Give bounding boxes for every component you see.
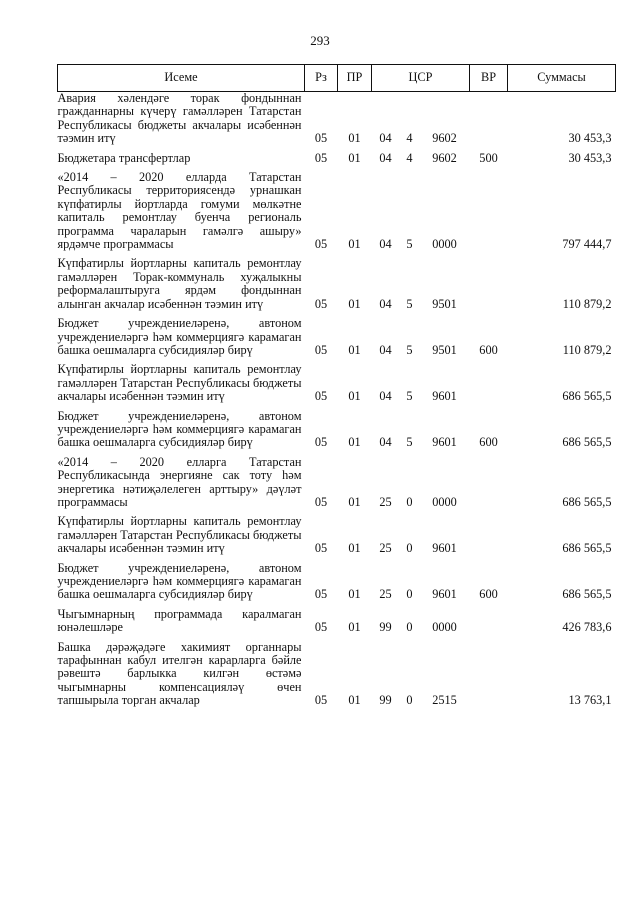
row-csr-part2: 0 — [406, 693, 413, 708]
row-name: Башка дәрәҗәдәге хакимият органнары тарафыннан кабул ителгән карарларга бәйле рәвештә барлыкка килгән өстәмә чыгымнарны компенсацияләү өчен тапшырыла торган акчалар — [57, 639, 302, 708]
table-row — [58, 92, 616, 146]
table-row — [58, 251, 616, 311]
row-csr-part3: 9602 — [432, 131, 457, 146]
row-csr-part1: 99 — [379, 693, 392, 708]
table-row — [58, 165, 616, 251]
row-sum: 686 565,5 — [562, 435, 612, 450]
row-csr-part2: 5 — [406, 237, 413, 252]
row-name: «2014 – 2020 елларга Татарстан Республикасында энергияне сак тоту һәм энергетика нәтиҗәлелеген арттыру» дәүләт программасы — [57, 454, 302, 509]
header-vr: ВР — [470, 65, 508, 92]
row-csr-part1: 99 — [379, 620, 392, 635]
row-rz: 05 — [314, 296, 328, 311]
header-pr: ПР — [338, 65, 372, 92]
row-rz: 05 — [314, 587, 328, 602]
row-csr-part1: 04 — [379, 131, 392, 146]
row-sum: 686 565,5 — [562, 494, 612, 509]
row-rz: 05 — [314, 237, 328, 252]
row-rz: 05 — [314, 131, 328, 146]
table-row — [58, 556, 616, 602]
row-csr-part3: 9602 — [432, 150, 457, 165]
row-vr — [470, 251, 508, 311]
table-row — [58, 404, 616, 450]
row-name: Бюджет учреждениеләренә, автоном учреждениеләргә һәм коммерциягә карамаган башка оешмаларга субсидияләр бирү — [57, 560, 302, 602]
row-rz: 05 — [314, 342, 328, 357]
row-name: Авария хәлендәге торак фондыннан гражданнарны күчерү гамәлләрен Татарстан Республикасы бюджеты акчалары исәбеннән тәэмин итү — [57, 91, 302, 146]
row-sum: 110 879,2 — [562, 296, 612, 311]
row-name: Күпфатирлы йортларны капиталь ремонтлау гамәлләрен Татарстан Республикасы бюджеты акчалары исәбеннән тәэмин итү — [57, 362, 302, 404]
row-vr — [470, 509, 508, 555]
row-csr-part3: 9601 — [432, 389, 457, 404]
row-rz: 05 — [314, 150, 328, 165]
row-vr: 600 — [479, 587, 498, 602]
row-csr-part2: 4 — [406, 150, 413, 165]
row-csr-part2: 0 — [406, 587, 413, 602]
row-csr-part3: 9601 — [432, 435, 457, 450]
row-vr — [470, 450, 508, 510]
row-csr-part1: 04 — [379, 296, 392, 311]
row-csr-part2: 5 — [406, 389, 413, 404]
row-name: Бюджет учреждениеләренә, автоном учреждениеләргә һәм коммерциягә карамаган башка оешмаларга субсидияләр бирү — [57, 316, 302, 357]
row-csr-part3: 9601 — [432, 541, 457, 556]
row-pr: 01 — [348, 494, 361, 509]
row-csr-part1: 04 — [379, 389, 392, 404]
row-csr-part2: 0 — [406, 494, 413, 509]
row-csr-part3: 2515 — [432, 693, 457, 708]
row-name: Чыгымнарның программада каралмаган юнәлешләре — [57, 606, 302, 635]
row-csr-part1: 04 — [379, 342, 392, 357]
row-vr: 500 — [479, 150, 498, 165]
row-sum: 13 763,1 — [568, 693, 612, 708]
row-csr-part1: 04 — [379, 237, 392, 252]
row-name: «2014 – 2020 елларда Татарстан Республикасы территориясендә урнашкан күпфатирлы йортларда гомуми мөлкәтне капиталь ремонтлау буенча региональ программа чараларын гамәлгә ашыру» ярдәмче программасы — [57, 170, 302, 252]
header-csr: ЦСР — [372, 65, 470, 92]
row-pr: 01 — [348, 541, 361, 556]
row-csr-part3: 0000 — [432, 620, 457, 635]
row-vr: 600 — [479, 342, 498, 357]
row-sum: 797 444,7 — [562, 237, 612, 252]
table-row — [58, 602, 616, 635]
row-csr-part1: 25 — [379, 587, 392, 602]
row-sum: 686 565,5 — [562, 541, 612, 556]
row-csr-part2: 4 — [406, 131, 413, 146]
row-rz: 05 — [314, 620, 328, 635]
row-sum: 686 565,5 — [562, 389, 612, 404]
table-row — [58, 635, 616, 708]
row-csr-part3: 9501 — [432, 342, 457, 357]
row-csr-part3: 9501 — [432, 296, 457, 311]
table-row — [58, 146, 616, 165]
row-csr-part3: 0000 — [432, 237, 457, 252]
row-name: Күпфатирлы йортларны капиталь ремонтлау гамәлләрен Татарстан Республикасы бюджеты акчалары исәбеннән тәэмин итү — [57, 514, 302, 556]
row-vr — [470, 635, 508, 708]
row-name: Бюджет учреждениеләренә, автоном учреждениеләргә һәм коммерциягә карамаган башка оешмаларга субсидияләр бирү — [57, 408, 302, 450]
row-vr: 600 — [479, 435, 498, 450]
table-header-row — [58, 65, 616, 92]
row-pr: 01 — [348, 587, 361, 602]
row-rz: 05 — [314, 435, 328, 450]
budget-table — [57, 64, 616, 708]
header-name: Исеме — [58, 65, 305, 92]
row-csr-part2: 5 — [406, 342, 413, 357]
row-name: Бюджетара трансфертлар — [57, 150, 191, 165]
row-vr — [470, 165, 508, 251]
row-csr-part1: 25 — [379, 541, 392, 556]
row-sum: 426 783,6 — [562, 620, 612, 635]
row-csr-part2: 0 — [406, 541, 413, 556]
row-pr: 01 — [348, 237, 361, 252]
table-row — [58, 357, 616, 403]
row-csr-part3: 0000 — [432, 494, 457, 509]
row-pr: 01 — [348, 389, 361, 404]
row-sum: 30 453,3 — [568, 131, 612, 146]
row-vr — [470, 602, 508, 635]
header-sum: Суммасы — [508, 65, 616, 92]
row-name: Күпфатирлы йортларны капиталь ремонтлау гамәлләрен Торак-коммуналь хуҗалыкны реформалаштыруга ярдәм фондыннан алынган акчалар исәбеннән тәэмин итү — [57, 256, 302, 311]
page-number: 293 — [310, 33, 330, 48]
table-row — [58, 509, 616, 555]
row-pr: 01 — [348, 131, 361, 146]
row-sum: 30 453,3 — [568, 150, 612, 165]
table-body — [58, 92, 616, 708]
table-row — [58, 450, 616, 510]
row-pr: 01 — [348, 342, 361, 357]
row-rz: 05 — [314, 494, 328, 509]
row-pr: 01 — [348, 693, 361, 708]
row-rz: 05 — [314, 693, 328, 708]
row-pr: 01 — [348, 620, 361, 635]
row-sum: 110 879,2 — [562, 342, 612, 357]
row-pr: 01 — [348, 296, 361, 311]
row-csr-part1: 25 — [379, 494, 392, 509]
row-pr: 01 — [348, 150, 361, 165]
row-csr-part1: 04 — [379, 150, 392, 165]
row-pr: 01 — [348, 435, 361, 450]
row-sum: 686 565,5 — [562, 587, 612, 602]
row-rz: 05 — [314, 541, 328, 556]
row-csr-part2: 5 — [406, 435, 413, 450]
row-rz: 05 — [314, 389, 328, 404]
header-rz: Рз — [305, 65, 338, 92]
row-csr-part1: 04 — [379, 435, 392, 450]
row-vr — [470, 357, 508, 403]
table-row — [58, 311, 616, 357]
row-vr — [470, 92, 508, 146]
row-csr-part2: 0 — [406, 620, 413, 635]
row-csr-part2: 5 — [406, 296, 413, 311]
row-csr-part3: 9601 — [432, 587, 457, 602]
